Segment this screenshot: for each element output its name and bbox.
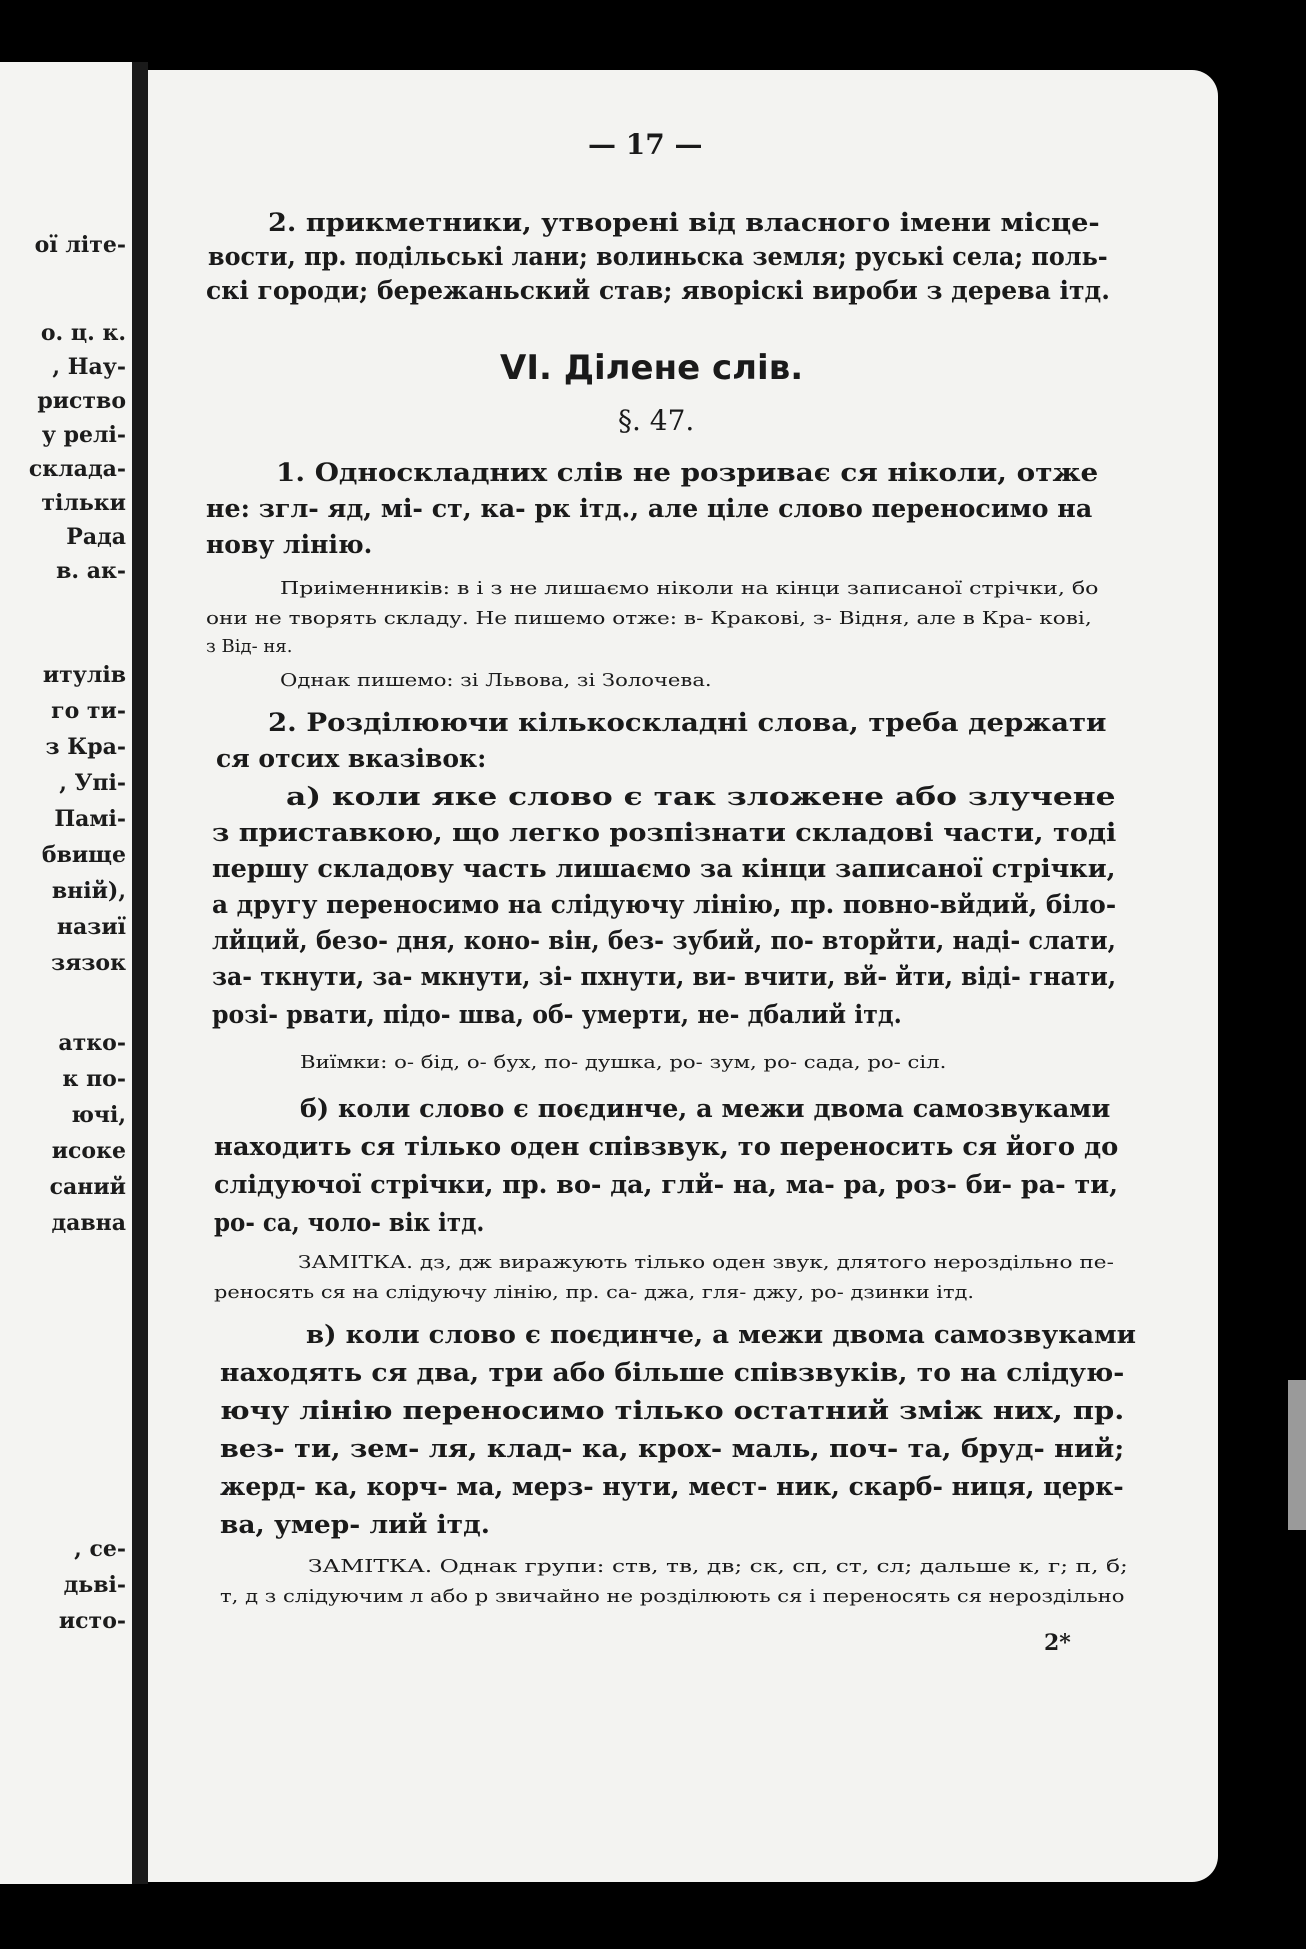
text-line: ся отсих вказівок:: [216, 744, 487, 773]
left-page-fragment: ючі,: [71, 1102, 126, 1128]
text-line: а) коли яке слово є так зложене або злучене: [286, 782, 1116, 811]
text-line: находять ся два, три або більше співзвуків, то на слідую-: [220, 1358, 1125, 1387]
small-text-line: з Від- ня.: [206, 636, 293, 657]
text-line: лйций, безо- дня, коно- він, без- зубий, по- вторйти, наді- слати,: [212, 926, 1116, 955]
small-text-line: ЗАМІТКА. Однак групи: ств, тв, дв; ск, сп, ст, сл; дальше к, г; п, б;: [308, 1556, 1128, 1577]
text-line: слідуючої стрічки, пр. во- да, глй- на, ма- ра, роз- би- ра- ти,: [214, 1170, 1118, 1199]
left-page-fragment: саний: [49, 1174, 126, 1200]
text-line: в) коли слово є поєдинче, а межи двома самозвуками: [306, 1320, 1137, 1349]
small-text-line: они не творять складу. Не пишемо отже: в- Кракові, з- Відня, але в Кра- кові,: [206, 608, 1092, 629]
signature-mark: 2*: [1044, 1630, 1071, 1656]
left-page-fragment: , Упі-: [59, 770, 126, 796]
left-page-fragment: , Нау-: [52, 354, 126, 380]
left-page-fragment: у релі-: [41, 422, 126, 448]
left-page-fragment: зязок: [51, 950, 126, 976]
left-page-fragment: исоке: [51, 1138, 126, 1164]
left-page-fragment: Памі-: [54, 806, 126, 832]
left-page-fragment: давна: [51, 1210, 126, 1236]
left-page-fragment: вній),: [51, 878, 126, 904]
left-page-fragment: атко-: [58, 1030, 126, 1056]
text-line: вез- ти, зем- ля, клад- ка, крох- маль, поч- та, бруд- ний;: [220, 1434, 1125, 1463]
text-line: з приставкою, що легко розпізнати складові части, тоді: [212, 818, 1117, 847]
left-page-fragment: бвище: [41, 842, 126, 868]
text-line: ва, умер- лий ітд.: [220, 1510, 490, 1539]
left-page-fragment: о. ц. к.: [40, 320, 126, 346]
left-page-fragment: к по-: [62, 1066, 126, 1092]
left-page-fragment: дьві-: [63, 1572, 126, 1598]
text-line: 2. прикметники, утворені від власного імени місце-: [268, 208, 1100, 237]
left-page-fragment: го ти-: [51, 698, 126, 724]
right-edge-fragment: [1288, 1380, 1306, 1530]
left-page-fragment: склада-: [28, 456, 126, 482]
small-text-line: ЗАМІТКА. дз, дж виражують тілько оден звук, длятого нероздільно пе-: [298, 1252, 1114, 1273]
left-page-fragment: ої літе-: [34, 232, 126, 258]
small-text-line: Приіменників: в і з не лишаємо ніколи на кінци записаної стрічки, бо: [280, 578, 1099, 599]
text-line: 1. Односкладних слів не розриває ся ніколи, отже: [276, 458, 1099, 487]
text-line: 2. Розділюючи кількоскладні слова, треба держати: [268, 708, 1107, 737]
text-line: нову лінію.: [206, 530, 373, 559]
left-page-fragment: риство: [37, 388, 126, 414]
text-line: находить ся тілько оден співзвук, то переносить ся його до: [214, 1132, 1119, 1161]
book-gutter: [132, 62, 148, 1884]
text-line: ро- са, чоло- вік ітд.: [214, 1208, 485, 1237]
text-line: розі- рвати, підо- шва, об- умерти, не- дбалий ітд.: [212, 1000, 902, 1029]
small-text-line: Однак пишемо: зі Львова, зі Золочева.: [280, 670, 712, 691]
text-line: за- ткнути, за- мкнути, зі- пхнути, ви- вчити, вй- йти, віді- гнати,: [212, 962, 1117, 991]
text-line: а другу переносимо на слідуючу лінію, пр. повно-вйдий, біло-: [212, 890, 1117, 919]
text-line: вости, пр. подільські лани; волиньска земля; руські села; поль-: [208, 242, 1108, 271]
left-page-fragment: тільки: [41, 490, 126, 516]
small-text-line: реносять ся на слідуючу лінію, пр. са- джа, гля- джу, ро- дзинки ітд.: [214, 1282, 975, 1303]
paragraph-number: §. 47.: [618, 404, 695, 437]
text-line: б) коли слово є поєдинче, а межи двома самозвуками: [300, 1094, 1111, 1123]
text-line: ючу лінію переносимо тілько остатний зміж них, пр.: [220, 1396, 1125, 1425]
left-page-margin: [0, 62, 132, 1884]
book-page: [148, 70, 1218, 1882]
left-page-fragment: итулів: [42, 662, 126, 688]
section-heading: VI. Ділене слів.: [500, 348, 804, 388]
small-text-line: Виїмки: о- бід, о- бух, по- душка, ро- зум, ро- сада, ро- сіл.: [300, 1052, 947, 1073]
left-page-fragment: назиї: [56, 914, 126, 940]
left-page-fragment: исто-: [58, 1608, 126, 1634]
left-page-fragment: Рада: [66, 524, 126, 550]
text-line: жерд- ка, корч- ма, мерз- нути, мест- ник, скарб- ниця, церк-: [220, 1472, 1124, 1501]
text-line: першу складову часть лишаємо за кінци записаної стрічки,: [212, 854, 1116, 883]
small-text-line: т, д з слідуючим л або р звичайно не розділюють ся і переносять ся нероздільно: [220, 1586, 1125, 1607]
left-page-fragment: в. ак-: [56, 558, 126, 584]
text-line: не: згл- яд, мі- ст, ка- рк ітд., але ціле слово переносимо на: [206, 494, 1093, 523]
text-line: скі городи; бережаньский став; яворіскі вироби з дерева ітд.: [206, 276, 1110, 305]
left-page-fragment: з Кра-: [45, 734, 126, 760]
left-page-fragment: , се-: [74, 1536, 126, 1562]
page-number: — 17 —: [588, 128, 703, 161]
